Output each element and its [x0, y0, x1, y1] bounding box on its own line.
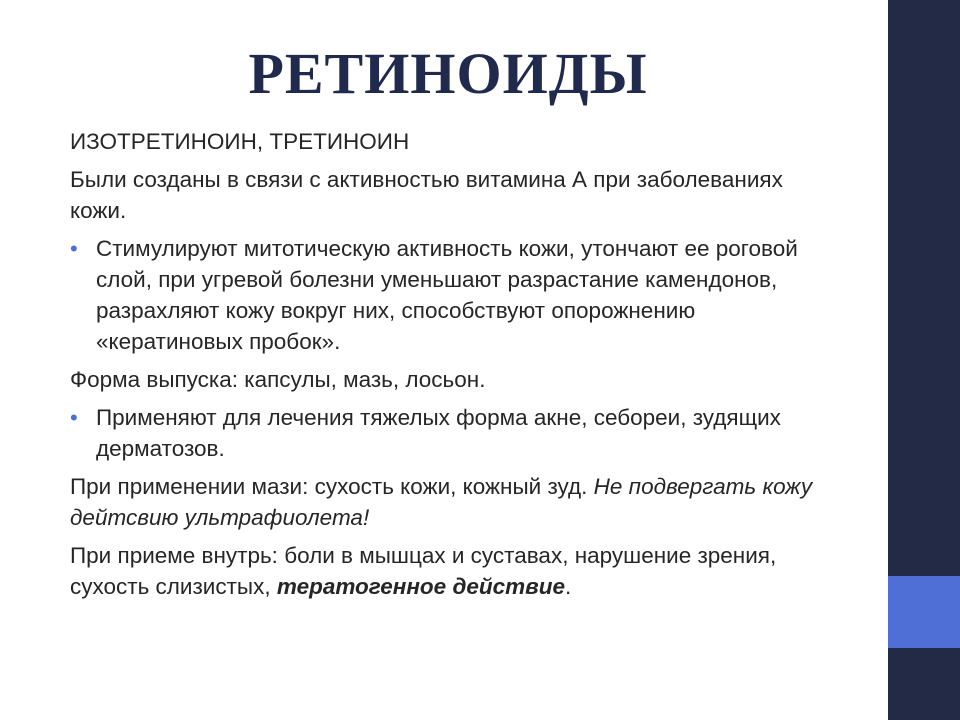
teratogenic-warning: тератогенное действие [276, 574, 565, 599]
bullet-text: Применяют для лечения тяжелых форма акне, себореи, зудящих дерматозов. [96, 405, 781, 461]
bullet-item-action [70, 233, 840, 357]
paragraph-oral-effects [70, 540, 840, 602]
oral-effects-end: . [564, 574, 572, 599]
oral-effects-text: При приеме внутрь: боли в мышцах и суставах, нарушение зрения, сухость слизистых, [70, 543, 777, 599]
paragraph-ointment-effects [70, 471, 840, 533]
paragraph-release-form: Форма выпуска: капсулы, мазь, лосьон. [70, 367, 486, 392]
side-accent-block [888, 576, 960, 648]
subtitle: ИЗОТРЕТИНОИН, ТРЕТИНОИН [70, 129, 410, 154]
bullet-item-usage [70, 402, 840, 464]
ointment-effects-text: При применении мази: сухость кожи, кожный зуд. [70, 474, 594, 499]
slide-content [70, 126, 840, 609]
uv-warning: Не подвергать кожу дейтсвию ультрафиолета! [70, 474, 813, 530]
paragraph-origin: Были созданы в связи с активностью витамина А при заболеваниях кожи. [70, 167, 783, 223]
bullet-text: Стимулируют митотическую активность кожи, утончают ее роговой слой, при угревой болезни уменьшают разрастание камендонов, разрахляют кожу вокруг них, способствуют опорожнению «кератиновых пробок». [96, 236, 798, 354]
bullet-icon: • [70, 236, 78, 261]
bullet-icon: • [70, 405, 78, 430]
slide-title: РЕТИНОИДЫ [248, 41, 648, 106]
